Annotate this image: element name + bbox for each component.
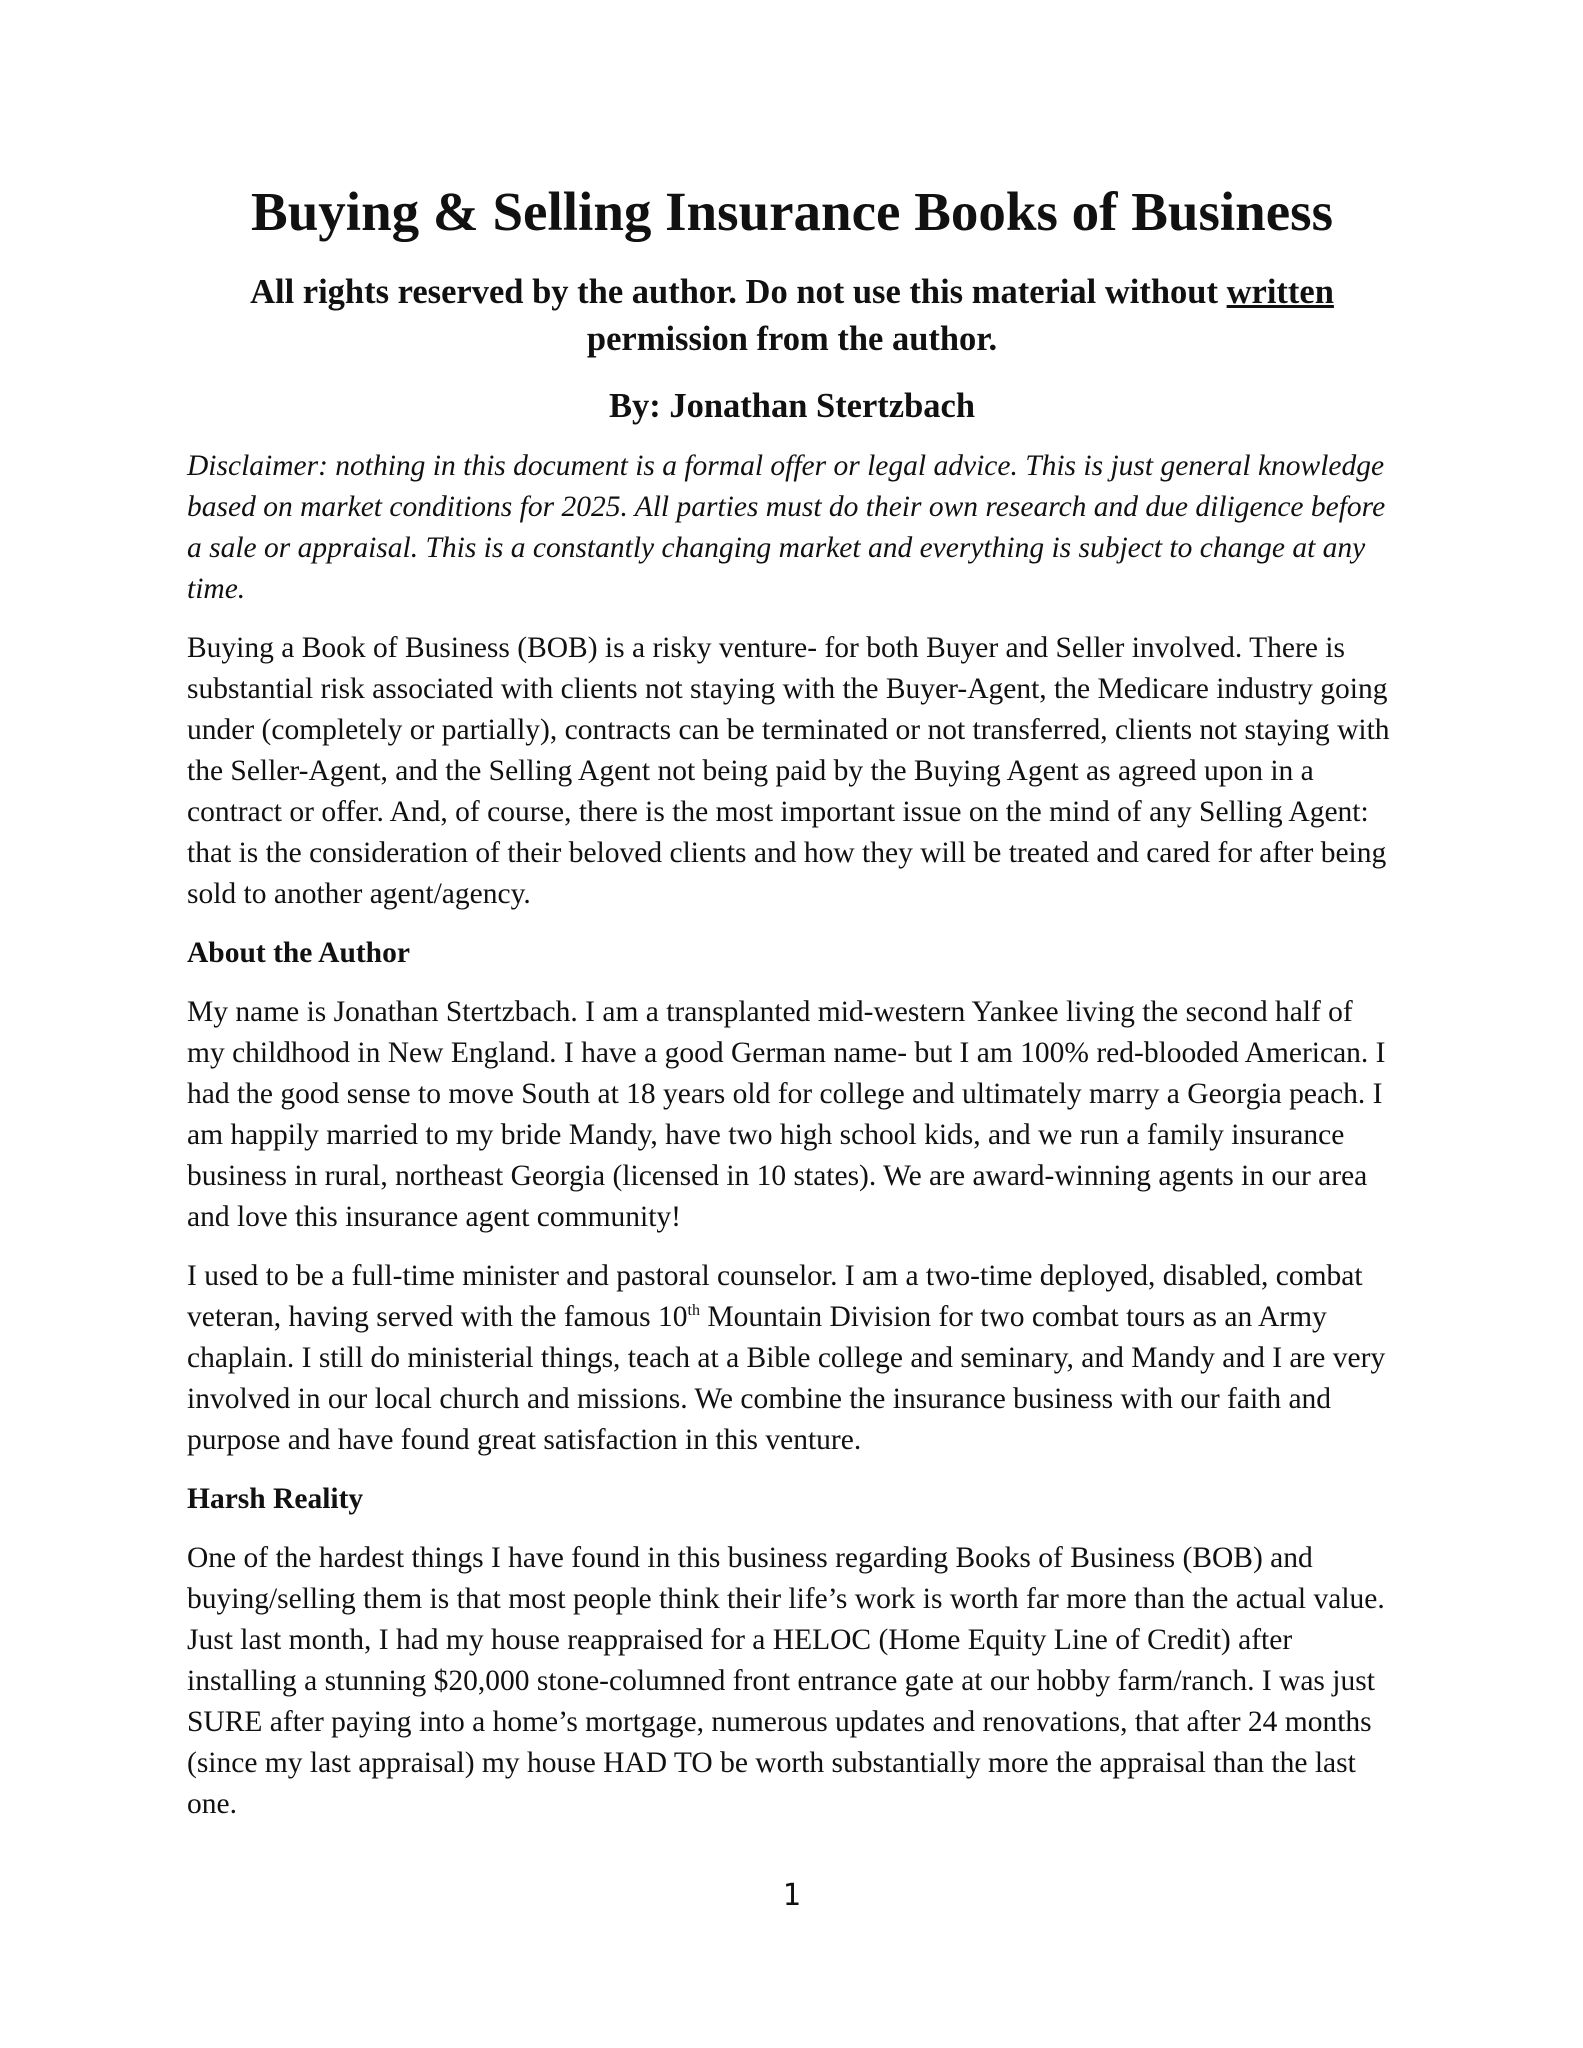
- harsh-reality-paragraph: One of the hardest things I have found in this business regarding Books of Business (BOB) and buying/selling them is that most people think their life’s work is worth far more than the actual value. Just last month, I had my house reappraised for a HELOC (Home Equity Line of Credit) after installing a stunning $20,000 stone-columned front entrance gate at our hobby farm/ranch. I was just SURE after paying into a home’s mortgage, numerous updates and renovations, that after 24 months (since my last appraisal) my house HAD TO be worth substantially more the appraisal than the last one.: [187, 1542, 1385, 1821]
- section-heading-harsh-reality: Harsh Reality: [187, 1483, 364, 1516]
- document-page: [187, 180, 1397, 1843]
- rights-notice-text: All rights reserved by the author. Do not use this material without: [250, 273, 1227, 312]
- intro-paragraph: Buying a Book of Business (BOB) is a risky venture- for both Buyer and Seller involved. There is substantial risk associated with clients not staying with the Buyer-Agent, the Medicare industry going under (completely or partially), contracts can be terminated or not transferred, clients not staying with the Seller-Agent, and the Selling Agent not being paid by the Buying Agent as agreed upon in a contract or offer. And, of course, there is the most important issue on the mind of any Selling Agent: that is the consideration of their beloved clients and how they will be treated and cared for after being sold to another agent/agency.: [187, 632, 1390, 911]
- about-author-paragraph-2-end: Mountain Division for two combat tours as an Army chaplain. I still do ministerial things, teach at a Bible college and seminary, and Mandy and I are very involved in our local church and missions. We combine the insurance business with our faith and purpose and have found great satisfaction in this venture.: [187, 1301, 1386, 1457]
- section-heading-about-author: About the Author: [187, 937, 410, 970]
- disclaimer-paragraph: Disclaimer: nothing in this document is a formal offer or legal advice. This is just general knowledge based on market conditions for 2025. All parties must do their own research and due diligence before a sale or appraisal. This is a constantly changing market and everything is subject to change at any time.: [187, 450, 1386, 606]
- document-title: Buying & Selling Insurance Books of Business: [251, 181, 1333, 242]
- about-author-paragraph-2-start: I used to be a full-time minister and pastoral counselor. I am a two-time deployed, disabled, combat veteran, having served with the famous 10: [187, 1260, 1363, 1334]
- about-author-paragraph-2: [187, 1256, 1397, 1461]
- page-number: 1: [782, 1878, 801, 1913]
- ordinal-suffix: th: [687, 1302, 700, 1320]
- author-byline: By: Jonathan Stertzbach: [608, 387, 976, 426]
- rights-notice-underlined: written: [1226, 273, 1334, 312]
- rights-notice-text-end: permission from the author.: [586, 320, 998, 359]
- rights-notice: [187, 269, 1397, 363]
- about-author-paragraph-1: My name is Jonathan Stertzbach. I am a transplanted mid-western Yankee living the second half of my childhood in New England. I have a good German name- but I am 100% red-blooded American. I had the good sense to move South at 18 years old for college and ultimately marry a Georgia peach. I am happily married to my bride Mandy, have two high school kids, and we run a family insurance business in rural, northeast Georgia (licensed in 10 states). We are award-winning agents in our area and love this insurance agent community!: [187, 996, 1386, 1234]
